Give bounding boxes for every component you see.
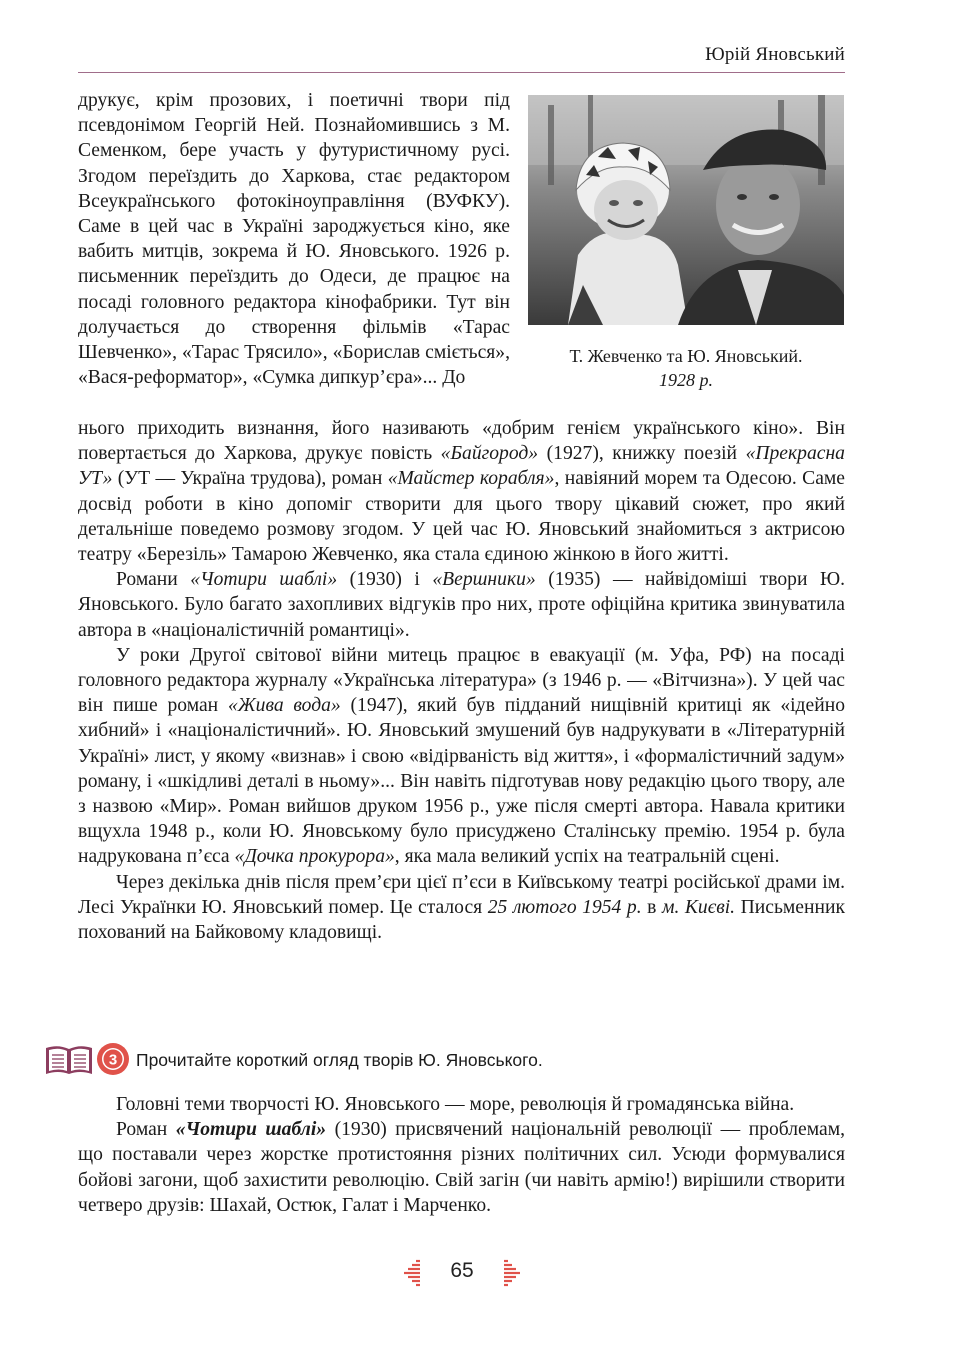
- paragraph-four-sabres: [78, 1117, 845, 1218]
- death-place: м. Києві.: [661, 896, 736, 918]
- text-run: (1947), який був підданий нищівній критиці як «ідейно хибний» і «націоналістичний». Ю. Яновський змушений був надрукувати в «Літературній Україні» лист, у якому «визнав» і свою «відірваність від життя», і «формалістичний задум» роману, і «шкідливі деталі в ньому»... Він навіть підготував нову редакцію цього твору, але з назвою «Мир». Роман вийшов друком 1956 р., уже після смерті автора. Навала критики вщухла 1948 р., коли Ю. Яновському було присуджено Сталінську премію. 1954 р. була надрукована п’єса: [78, 695, 845, 868]
- page-number: 65: [450, 1259, 474, 1282]
- title-maister-korablia: «Майстер корабля»: [387, 468, 555, 490]
- paragraph-themes: Головні теми творчості Ю. Яновського — море, революція й громадянська війна.: [116, 1094, 795, 1115]
- running-title: Юрій Яновський: [705, 44, 845, 65]
- portrait-photo-image: [528, 95, 844, 325]
- photo-caption-date: 1928 р.: [659, 370, 713, 390]
- text-run: Романи: [116, 569, 191, 591]
- title-vershnyky: «Вершники»: [432, 569, 536, 591]
- task-instruction: Прочитайте короткий огляд творів Ю. Яновського.: [136, 1050, 543, 1070]
- photo-caption: [528, 344, 844, 392]
- text-run: (1930) і: [337, 569, 433, 591]
- text-run: Письменник похований на Байковому кладовищі.: [78, 896, 845, 944]
- title-zhyva-voda: «Жива вода»: [227, 695, 341, 717]
- biography-text: [78, 416, 845, 945]
- header-rule: [78, 72, 845, 73]
- text-run: в: [641, 896, 662, 918]
- title-dochka-prokurora: «Дочка прокурора»: [234, 846, 395, 868]
- title-prekrasna-ut: «Прекрасна УТ»: [78, 443, 845, 490]
- portrait-photo: [528, 95, 844, 325]
- open-book-icon: [44, 1044, 94, 1076]
- text-run: (1935) — найвідоміші твори Ю. Яновського. Було багато захопливих відгуків про них, проте офіційна критика звинуватила автора в «націоналістичній романтиці».: [78, 569, 845, 641]
- task-number-badge: [96, 1042, 130, 1076]
- text-run: (1930) присвячений національній революції — проблемам, що поставали через жорстке протистояння різних політичних сил. Усюди формувалися бойові загони, щоб захистити революцію. Свій загін (чи навіть армію!) вирішили створити четверо друзів: Шахай, Остюк, Галат і Марченко.: [78, 1119, 846, 1216]
- text-run: нього приходить визнання, його називають «добрим генієм українського кіно». Він повертається до Харкова, друкує повість: [78, 418, 845, 465]
- title-baihorod: «Байгород»: [440, 443, 539, 465]
- text-run: (1927), книжку поезій: [538, 443, 746, 465]
- paragraph-novels: [78, 567, 845, 643]
- photo-caption-line1: Т. Жевченко та Ю. Яновський.: [569, 346, 803, 366]
- opening-paragraph: [78, 88, 510, 390]
- death-date: 25 лютого 1954 р.: [487, 896, 642, 918]
- text-run: У роки Другої світової війни митець працює в евакуації (м. Уфа, РФ) на посаді головного редактора журналу «Українська література» (з 1946 р. — «Вітчизна»). У цей час він пише роман: [78, 644, 845, 717]
- text-run: (УТ — Україна трудова), роман: [112, 468, 388, 490]
- title-chotyry-shabli-bold: «Чотири шаблі»: [175, 1119, 327, 1141]
- text-run: Роман: [116, 1119, 176, 1141]
- text-run: , яка мала великий успіх на театральній сцені.: [394, 846, 780, 868]
- text-run: , навіяний морем та Одесою. Саме досвід роботи в кіно допоміг створити для цього твору цікавий сюжет, про який детальніше поведемо розмову згодом. У цей час Ю. Яновський знайомиться з актрисою театру «Березіль» Тамарою Жевченко, яка стала єдиною жінкою в його житті.: [78, 468, 846, 566]
- opening-paragraph-text: друкує, крім прозових, і поетичні твори під псевдонімом Георгій Ней. Познайомившись з М. Семенком, бере участь у футуристичному русі. Згодом переїздить до Харкова, стає редактором Всеукраїнського фотокіноуправління (ВУФКУ). Саме в цей час в Україні зароджується кіно, яке вабить митців, зокрема й Ю. Яновського. 1926 р. письменник переїздить до Одеси, де працює на посаді головного редактора кінофабрики. Тут він долучається до створення фільмів «Тарас Шевченко», «Тарас Трясило», «Борислав сміється», «Вася-реформатор», «Сумка дипкур’єра»... До: [78, 90, 510, 389]
- page-footer: [400, 1255, 524, 1291]
- paragraph-war-years: [78, 643, 845, 870]
- task-heading: [44, 1040, 844, 1080]
- paragraph-continuation: [78, 416, 845, 567]
- paragraph-death: [78, 870, 845, 946]
- works-overview: [78, 1092, 845, 1218]
- text-run: Через декілька днів після прем’єри цієї п’єси в Київському театрі російської драми ім. Лесі Українки Ю. Яновський помер. Це сталося: [78, 871, 845, 918]
- title-chotyry-shabli: «Чотири шаблі»: [190, 569, 338, 591]
- task-number: 3: [108, 1051, 118, 1069]
